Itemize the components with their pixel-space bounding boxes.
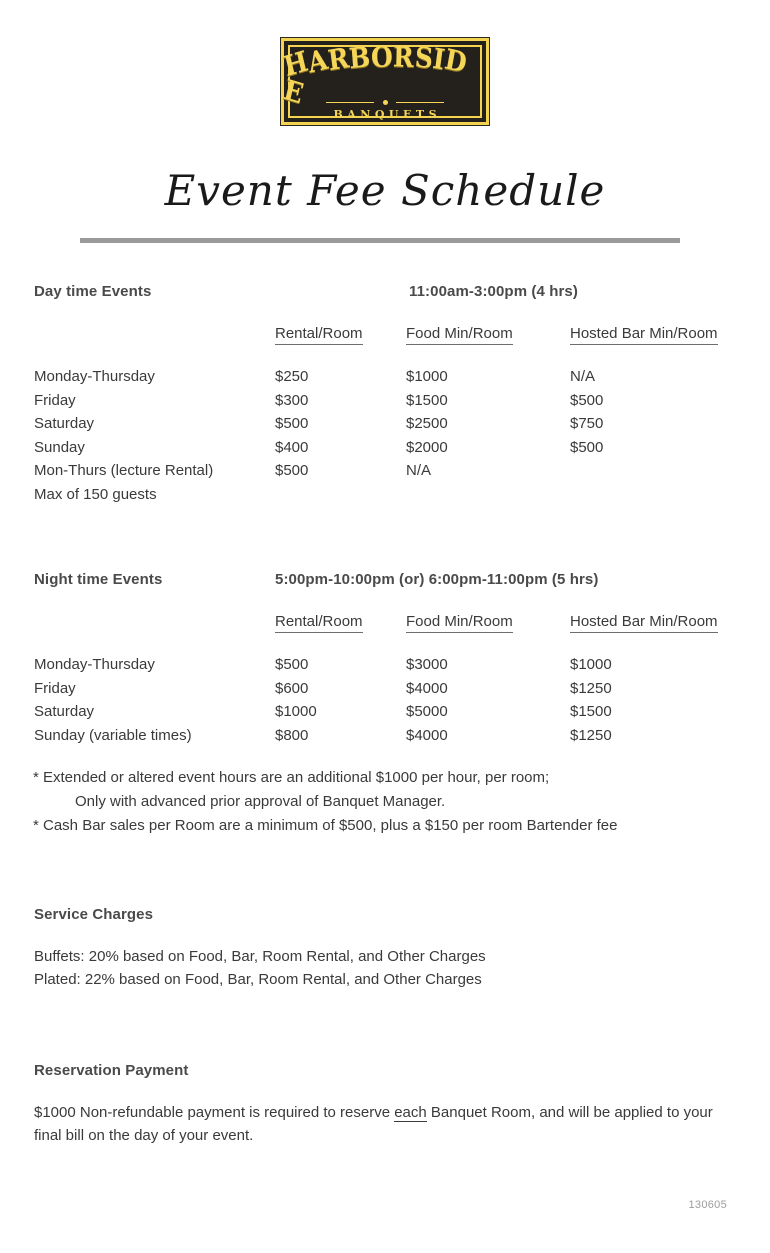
column-header-spacer xyxy=(34,613,275,630)
cell-rental: $600 xyxy=(275,679,309,697)
section-day-time-events xyxy=(34,283,740,506)
cell-bar: $1250 xyxy=(570,679,612,697)
column-header-hosted-bar-min: Hosted Bar Min/Room xyxy=(570,325,740,342)
column-header-spacer xyxy=(34,325,275,342)
section-time-range: 11:00am-3:00pm (4 hrs) xyxy=(409,283,578,300)
section-header xyxy=(34,283,740,300)
cell-bar: $750 xyxy=(570,415,604,432)
cell-bar: $500 xyxy=(570,438,604,456)
logo-rule-dot xyxy=(383,100,388,105)
footnote-approval: Only with advanced prior approval of Banquet Manager. xyxy=(75,793,446,810)
footnote-cash-bar: * Cash Bar sales per Room are a minimum of $500, plus a $150 per room Bartender fee xyxy=(33,817,618,834)
logo-brand-text: HARBORSIDE xyxy=(280,39,471,110)
cell-day: Saturday xyxy=(34,703,95,720)
table-column-headers xyxy=(34,325,740,342)
cell-food: $1500 xyxy=(406,391,448,409)
table-body xyxy=(34,653,740,747)
cell-day: Monday-Thursday xyxy=(34,656,155,673)
reservation-text-before: $1000 Non-refundable payment is required to reserve xyxy=(34,1104,395,1121)
cell-day: Sunday (variable times) xyxy=(34,726,192,744)
cell-bar: $1500 xyxy=(570,703,612,720)
table-row xyxy=(34,365,740,389)
cell-day: Saturday xyxy=(34,415,95,432)
footnote-extended-hours: * Extended or altered event hours are an additional $1000 per hour, per room; xyxy=(33,769,550,786)
logo-rule-left xyxy=(326,102,374,104)
column-header-rental: Rental/Room xyxy=(275,325,406,342)
cell-rental: $500 xyxy=(275,656,309,673)
column-header-hosted-bar-min: Hosted Bar Min/Room xyxy=(570,613,740,630)
logo-rule-right xyxy=(396,102,444,104)
cell-food: $4000 xyxy=(406,679,448,697)
table-row xyxy=(34,436,740,460)
table-row xyxy=(34,677,740,701)
cell-day: Friday xyxy=(34,391,76,409)
section-title: Night time Events xyxy=(34,571,163,588)
cell-rental: $250 xyxy=(275,368,309,385)
cell-rental: $400 xyxy=(275,438,309,456)
cell-food: N/A xyxy=(406,462,432,479)
reservation-payment-text xyxy=(34,1101,740,1147)
cell-day: Friday xyxy=(34,679,76,697)
cell-food: $5000 xyxy=(406,703,448,720)
cell-food: $2500 xyxy=(406,415,448,432)
table-row xyxy=(34,412,740,436)
cell-food: $1000 xyxy=(406,368,448,385)
cell-food: $3000 xyxy=(406,656,448,673)
cell-rental: $1000 xyxy=(275,703,317,720)
cell-bar: N/A xyxy=(570,368,596,385)
footnotes xyxy=(33,766,739,838)
cell-food: $4000 xyxy=(406,726,448,744)
section-note: Max of 150 guests xyxy=(34,485,157,503)
cell-rental: $300 xyxy=(275,391,309,409)
table-column-headers xyxy=(34,613,740,630)
cell-rental: $500 xyxy=(275,415,309,432)
section-service-charges xyxy=(34,906,740,991)
section-night-time-events xyxy=(34,571,740,747)
section-title: Day time Events xyxy=(34,283,152,300)
cell-bar xyxy=(570,459,740,483)
service-charges-plated: Plated: 22% based on Food, Bar, Room Rental, and Other Charges xyxy=(34,971,482,988)
brand-logo xyxy=(0,38,770,125)
cell-bar: $1000 xyxy=(570,656,612,673)
table-row xyxy=(34,459,740,483)
table-row xyxy=(34,700,740,724)
cell-bar: $1250 xyxy=(570,726,612,744)
column-header-food-min: Food Min/Room xyxy=(406,325,570,342)
cell-rental: $800 xyxy=(275,726,309,744)
section-time-range: 5:00pm-10:00pm (or) 6:00pm-11:00pm (5 hrs) xyxy=(275,571,599,588)
table-row xyxy=(34,653,740,677)
table-row xyxy=(34,724,740,748)
section-reservation-payment xyxy=(34,1062,740,1147)
cell-bar: $500 xyxy=(570,391,604,409)
column-header-rental: Rental/Room xyxy=(275,613,406,630)
reservation-payment-heading: Reservation Payment xyxy=(34,1062,189,1079)
table-row xyxy=(34,389,740,413)
cell-day: Monday-Thursday xyxy=(34,368,155,385)
table-body xyxy=(34,365,740,506)
cell-day: Sunday xyxy=(34,438,85,456)
section-header xyxy=(34,571,740,588)
cell-rental: $500 xyxy=(275,462,309,479)
reservation-emphasis-each: each xyxy=(394,1104,427,1121)
logo-sub-text: BANQUETS xyxy=(333,107,442,121)
title-divider xyxy=(80,238,680,243)
logo-divider-rule xyxy=(326,99,444,106)
reservation-text-after: Banquet Room, and will be applied to your final bill on the day of your event. xyxy=(34,1104,713,1144)
column-header-food-min: Food Min/Room xyxy=(406,613,570,630)
page-title: Event Fee Schedule xyxy=(164,166,606,215)
logo-plate xyxy=(281,38,489,125)
service-charges-heading: Service Charges xyxy=(34,906,154,923)
document-revision-code: 130605 xyxy=(688,1199,727,1211)
cell-day: Mon-Thurs (lecture Rental) xyxy=(34,462,214,479)
cell-food: $2000 xyxy=(406,438,448,456)
service-charges-buffets: Buffets: 20% based on Food, Bar, Room Rental, and Other Charges xyxy=(34,948,486,965)
